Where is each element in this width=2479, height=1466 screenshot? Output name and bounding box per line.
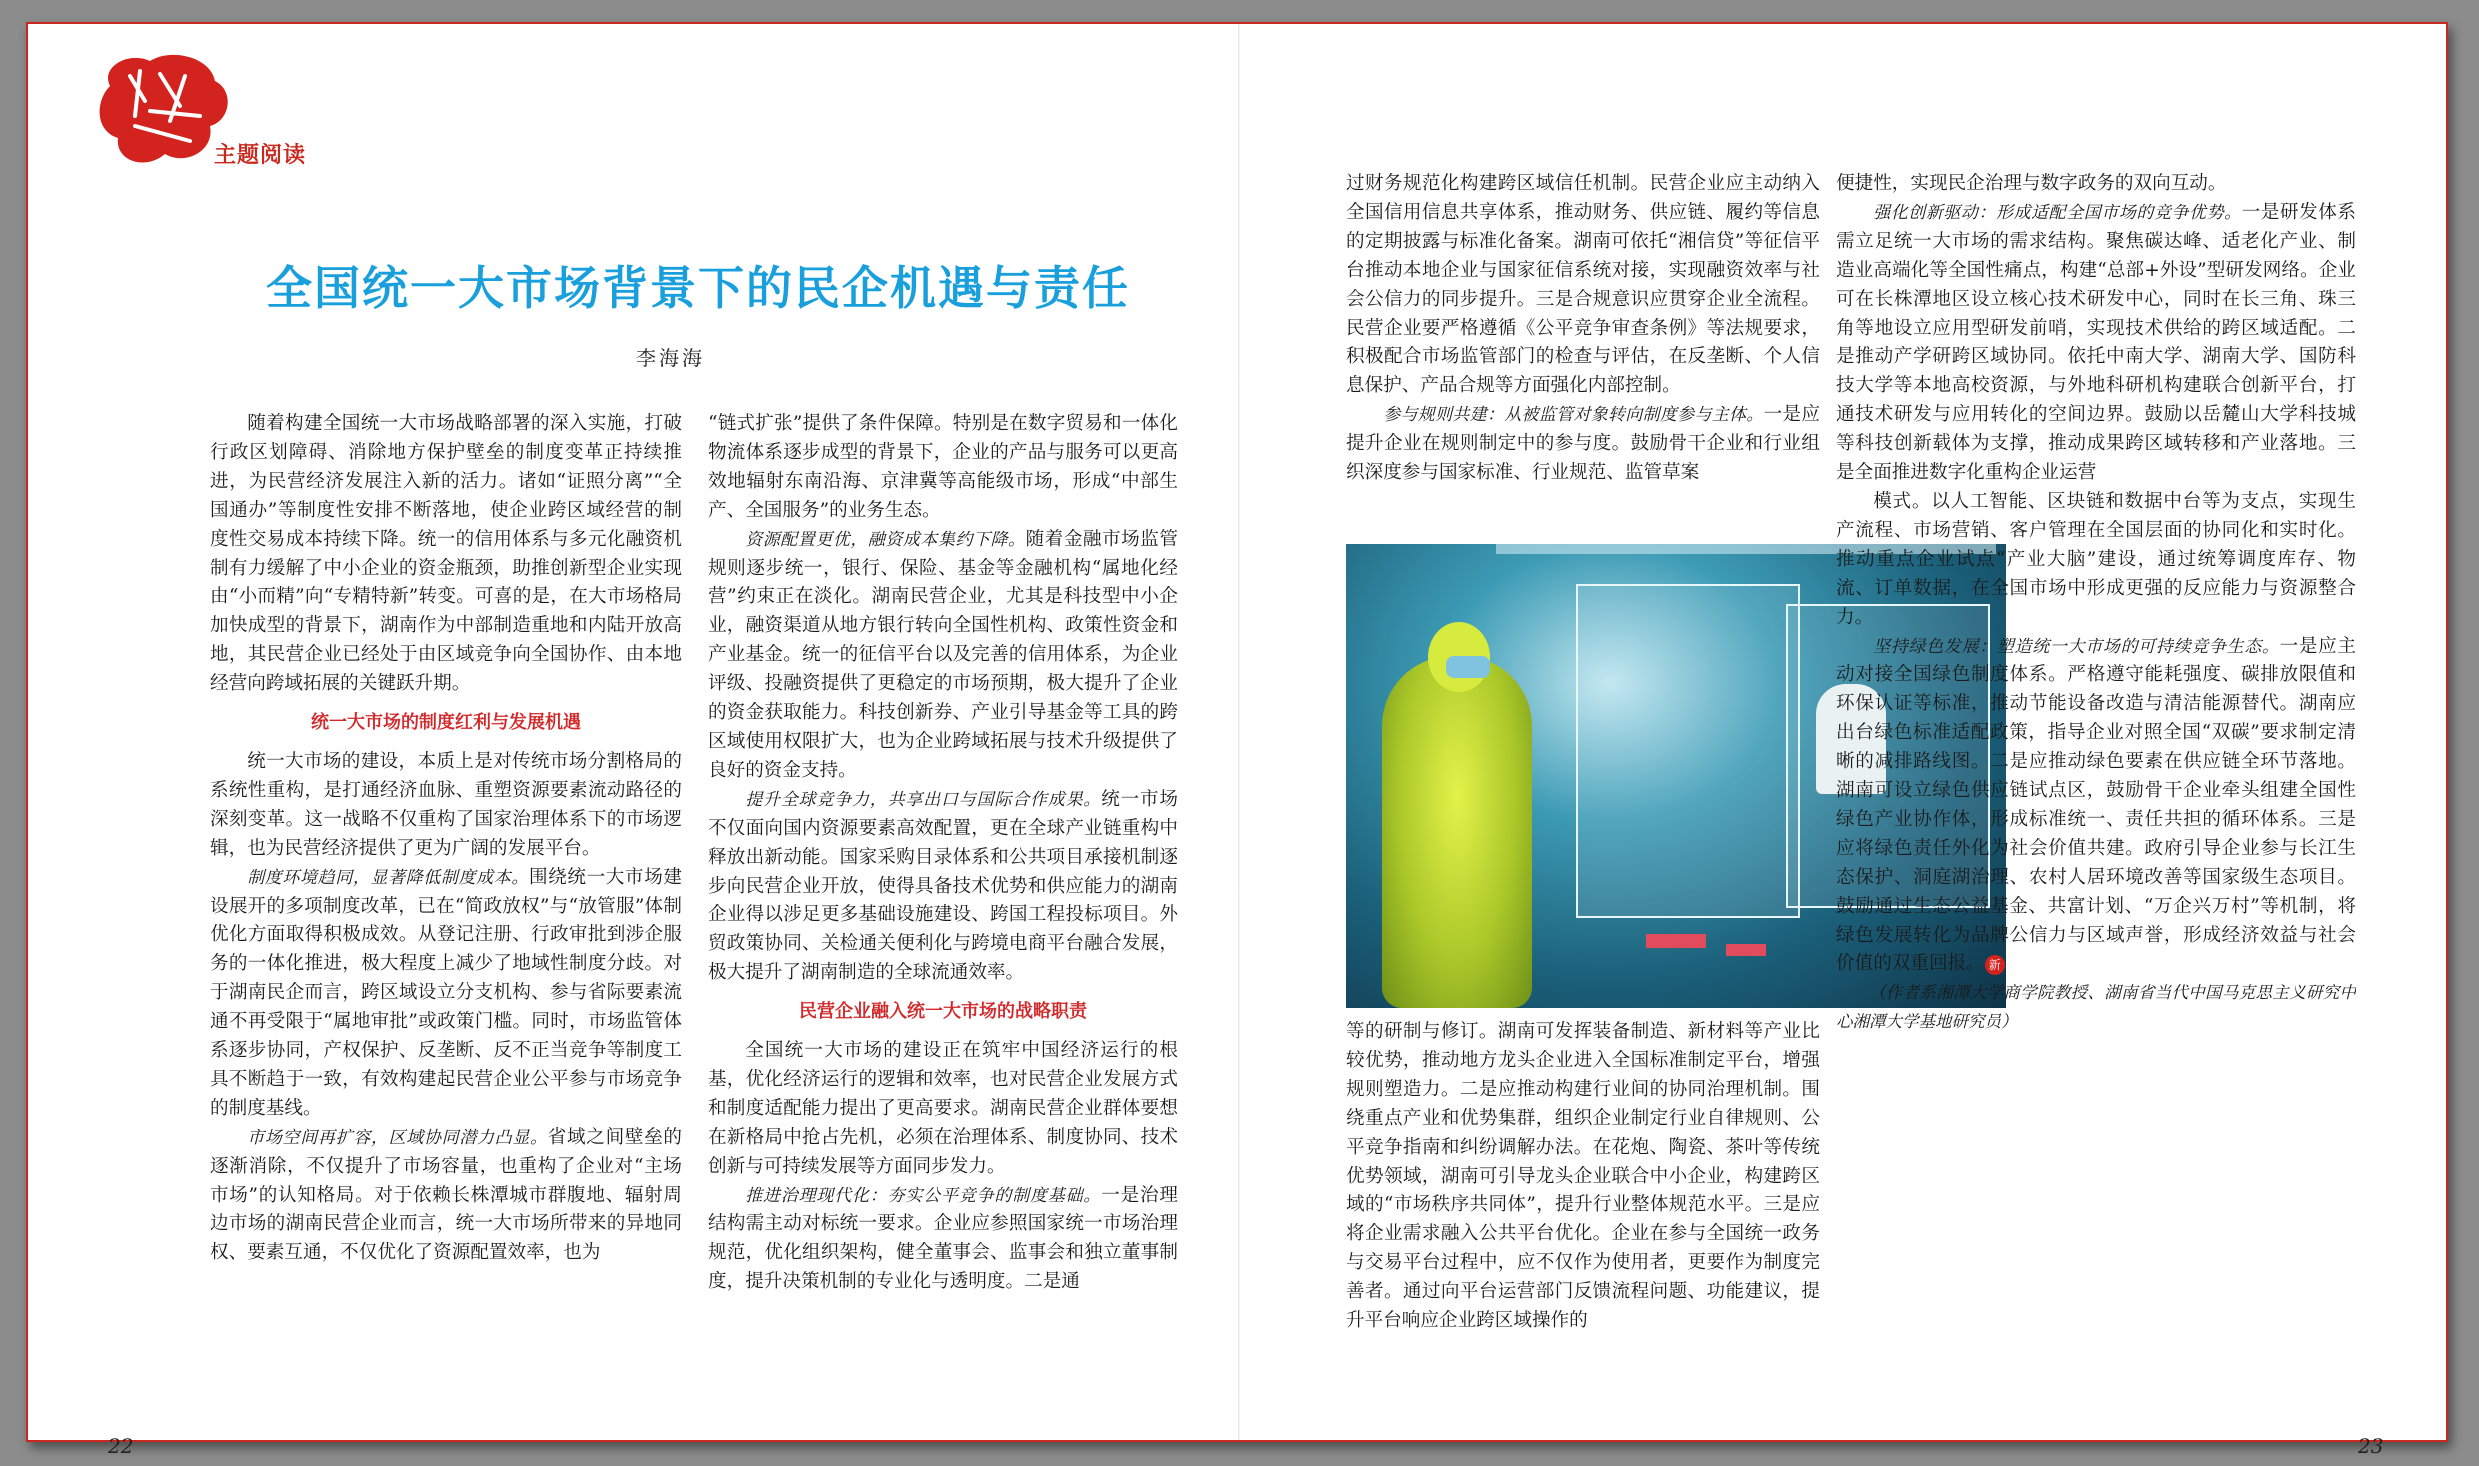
paragraph-body: 一是应主动对接全国绿色制度体系。严格遵守能耗强度、碳排放限值和环保认证等标准，推动节能设备改造与清洁能源替代。湖南应出台绿色标准适配政策，指导企业对照全国“双碳”要求制定清晰的减排路线图。二是应推动绿色要素在供应链全环节落地。湖南可设立绿色供应链试点区，鼓励骨干企业牵头组建全国性绿色产业协作体，形成标准统一、责任共担的循环体系。三是应将绿色责任外化为社会价值共建。政府引导企业参与长江生态保护、洞庭湖治理、农村人居环境改善等国家级生态项目。鼓励通过生态公益基金、共富计划、“万企兴万村”等机制，将绿色发展转化为品牌公信力与区域声誉，形成经济效益与社会价值的双重回报。 [1836,635,2356,975]
photo-tray [1646,934,1706,948]
paragraph [1346,401,1820,488]
page-gutter [1238,24,1240,1440]
paragraph: 过财务规范化构建跨区域信任机制。民营企业应主动纳入全国信用信息共享体系，推动财务、供应链、履约等信息的定期披露与标准化备案。湖南可依托“湘信贷”等征信平台推动本地企业与国家征信系统对接，实现融资效率与社会公信力的同步提升。三是合规意识应贯穿企业全流程。民营企业要严格遵循《公平竞争审查条例》等法规要求，积极配合市场监管部门的检查与评估，在反垄断、个人信息保护、产品合规等方面强化内部控制。 [1346,173,1820,397]
paragraph-body: 围绕统一大市场建设展开的多项制度改革，已在“简政放权”与“放管服”体制优化方面取得积极成效。从登记注册、行政审批到涉企服务的一体化推进，极大程度上减少了地域性制度分歧。对于湖南民企而言，跨区域设立分支机构、参与省际要素流通不再受限于“属地审批”或政策门槛。同时，市场监管体系逐步协同，产权保护、反垄断、反不正当竞争等制度工具不断趋于一致，有效构建起民营企业公平参与市场竞争的制度基线。 [210,866,682,1119]
column-tag: 主题阅读 [214,143,307,168]
paragraph-lead: 坚持绿色发展：塑造统一大市场的可持续竞争生态。 [1873,636,2280,657]
paragraph [1836,633,2356,980]
paragraph [1836,199,2356,488]
text-column-3-top [1346,170,1820,530]
text-column-1 [210,410,682,1410]
paragraph: 等的研制与修订。湖南可发挥装备制造、新材料等产业比较优势，推动地方龙头企业进入全国标准制定平台，增强规则塑造力。二是应推动构建行业间的协同治理机制。围绕重点产业和优势集群，组织企业制定行业自律规则、公平竞争指南和纠纷调解办法。在花炮、陶瓷、茶叶等传统优势领域，湖南可引导龙头企业联合中小企业，构建跨区域的“市场秩序共同体”，提升行业整体规范水平。三是应将企业需求融入公共平台优化。企业在参与全国统一政务与交易平台过程中，应不仅作为使用者，更要作为制度完善者。通过向平台运营部门反馈流程问题、功能建议，提升平台响应企业跨区域操作的 [1346,1021,1820,1332]
paragraph: 统一大市场的建设，本质上是对传统市场分割格局的系统性重构，是打通经济血脉、重塑资源要素流动路径的深刻变革。这一战略不仅重构了国家治理体系下的市场逻辑，也为民营经济提供了更为广阔的发展平台。 [210,750,682,859]
section-heading: 统一大市场的制度红利与发展机遇 [311,712,581,734]
author-note: （作者系湘潭大学商学院教授、湖南省当代中国马克思主义研究中心湘潭大学基地研究员） [1836,983,2356,1032]
paragraph-body: 一是研发体系需立足统一大市场的需求结构。聚焦碳达峰、适老化产业、制造业高端化等全国性痛点，构建“总部+外设”型研发网络。企业可在长株潭地区设立核心技术研发中心，同时在长三角、珠三角等地设立应用型研发前哨，实现技术供给的跨区域适配。二是推动产学研跨区域协同。依托中南大学、湖南大学、国防科技大学等本地高校资源，与外地科研机构建联合创新平台，打通技术研发与应用转化的空间边界。鼓励以岳麓山大学科技城等科技创新载体为支撑，推动成果跨区域转移和产业落地。三是全面推进数字化重构企业运营 [1836,201,2356,484]
paragraph-lead: 资源配置更优，融资成本集约下降。 [745,529,1026,550]
page-number-right: 23 [2358,1434,2384,1458]
paragraph [210,864,682,1124]
paragraph-lead: 提升全球竞争力，共享出口与国际合作成果。 [745,789,1102,810]
photo-worker-green [1382,656,1532,1008]
paragraph: 随着构建全国统一大市场战略部署的深入实施，打破行政区划障碍、消除地方保护壁垒的制度变革正持续推进，为民营经济发展注入新的活力。诸如“证照分离”“全国通办”等制度性安排不断落地，使企业跨区域经营的制度性交易成本持续下降。统一的信用体系与多元化融资机制有力缓解了中小企业的资金瓶颈，助推创新型企业实现由“小而精”向“专精特新”转变。可喜的是，在大市场格局加快成型的背景下，湖南作为中部制造重地和内陆开放高地，其民营企业已经处于由区域竞争向全国协作、由本地经营向跨域拓展的关键跃升期。 [210,413,682,695]
page-number-left: 22 [108,1434,134,1458]
paragraph-lead: 推进治理现代化：夯实公平竞争的制度基础。 [745,1185,1102,1206]
text-column-2 [708,410,1178,1410]
paragraph-lead: 强化创新驱动：形成适配全国市场的竞争优势。 [1873,202,2242,223]
article-title: 全国统一大市场背景下的民企机遇与责任 [266,261,1130,315]
text-column-3-bottom [1346,1018,1820,1410]
paragraph-lead: 参与规则共建：从被监管对象转向制度参与主体。 [1383,405,1764,426]
paragraph-body: 模式。以人工智能、区块链和数据中台等为支点，实现生产流程、市场营销、客户管理在全国层面的协同化和实时化。推动重点企业试点“产业大脑”建设，通过统筹调度库存、物流、订单数据，在全国市场中形成更强的反应能力与资源整合力。 [1836,490,2356,628]
paragraph-body: 一是应提升企业在规则制定中的参与度。鼓励骨干企业和行业组织深度参与国家标准、行业规范、监管草案 [1346,404,1820,484]
photo-worker-mask [1446,656,1490,678]
paragraph [708,526,1178,786]
end-mark-icon: 新 [1985,955,2005,975]
section-heading: 民营企业融入统一大市场的战略职责 [799,1001,1087,1023]
article-author: 李海海 [636,346,705,370]
paragraph [210,1124,682,1269]
paragraph: 便捷性，实现民企治理与数字政务的双向互动。 [1836,173,2227,194]
paragraph: “链式扩张”提供了条件保障。特别是在数字贸易和一体化物流体系逐步成型的背景下，企业的产品与服务可以更高效地辐射东南沿海、京津冀等高能级市场，形成“中部生产、全国服务”的业务生态。 [708,413,1178,521]
paragraph-lead: 制度环境趋同，显著降低制度成本。 [247,867,529,888]
paragraph [708,786,1178,988]
text-column-4 [1836,170,2356,1420]
paragraph-lead: 市场空间再扩容，区域协同潜力凸显。 [247,1127,548,1148]
paragraph-body: 统一市场不仅面向国内资源要素高效配置，更在全球产业链重构中释放出新动能。国家采购目录体系和公共项目承接机制逐步向民营企业开放，使得具备技术优势和供应能力的湖南企业得以涉足更多基础设施建设、跨国工程投标项目。外贸政策协同、关检通关便利化与跨境电商平台融合发展，极大提升了湖南制造的全球流通效率。 [708,788,1178,984]
paragraph-body: 随着金融市场监管规则逐步统一，银行、保险、基金等金融机构“属地化经营”约束正在淡化。湖南民营企业，尤其是科技型中小企业，融资渠道从地方银行转向全国性机构、政策性资金和产业基金。统一的征信平台以及完善的信用体系，为企业评级、投融资提供了更稳定的市场预期，极大提升了企业的资金获取能力。科技创新券、产业引导基金等工具的跨区域使用权限扩大，也为企业跨域拓展与技术升级提供了良好的资金支持。 [708,528,1178,781]
paragraph: 全国统一大市场的建设正在筑牢中国经济运行的根基，优化经济运行的逻辑和效率，也对民营企业发展方式和制度适配能力提出了更高要求。湖南民营企业群体要想在新格局中抢占先机，必须在治理体系、制度协同、技术创新与可持续发展等方面同步发力。 [708,1040,1178,1177]
photo-tray [1726,944,1766,956]
paragraph [1836,488,2356,633]
paragraph [708,1182,1178,1298]
paragraph-body: 一是治理结构需主动对标统一要求。企业应参照国家统一市场治理规范，优化组织架构，健全董事会、监事会和独立董事制度，提升决策机制的专业化与透明度。二是通 [708,1184,1178,1293]
paragraph-body: 省域之间壁垒的逐渐消除，不仅提升了市场容量，也重构了企业对“主场市场”的认知格局。对于依赖长株潭城市群腹地、辐射周边市场的湖南民营企业而言，统一大市场所带来的异地同权、要素互通，不仅优化了资源配置效率，也为 [210,1126,682,1264]
photo-glass [1576,584,1800,918]
magazine-spread [26,22,2448,1458]
